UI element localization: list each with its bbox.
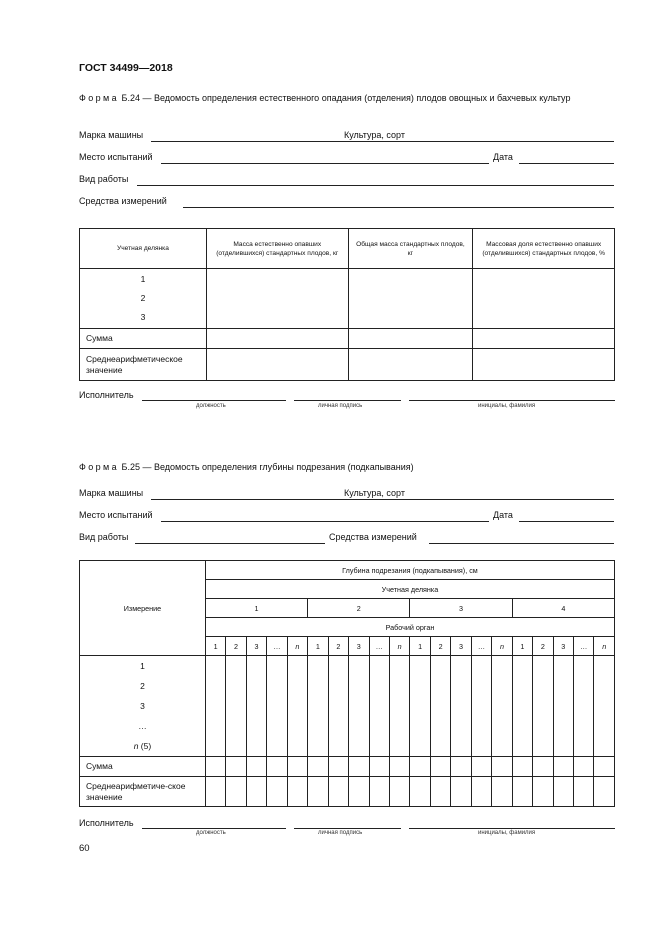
form25-initials-field[interactable]	[409, 828, 615, 829]
document-header: ГОСТ 34499—2018	[79, 62, 173, 74]
form24-plot-1: 1	[140, 274, 146, 284]
form25-organ-header: Рабочий орган	[205, 618, 614, 637]
form25-data-row	[80, 656, 615, 757]
form25-cell[interactable]	[410, 757, 430, 777]
form24-cell[interactable]	[348, 349, 473, 381]
form25-cell[interactable]	[512, 757, 532, 777]
form25-cell[interactable]	[492, 777, 512, 807]
form25-cell[interactable]	[410, 777, 430, 807]
form25-cell[interactable]	[287, 656, 307, 757]
form25-title-prefix: Форма	[79, 462, 120, 472]
form24-plot-3: 3	[140, 312, 146, 322]
form25-cell[interactable]	[349, 777, 369, 807]
form25-row-list	[80, 656, 206, 757]
form25-cell[interactable]	[533, 656, 553, 757]
form24-header-fraction: Массовая доля естественно опавших (отделившихся) стандартных плодов, %	[473, 229, 615, 269]
form24-title-text: Б.24 — Ведомость определения естественного опадания (отделения) плодов овощных и бахчевых культур	[119, 93, 571, 103]
form24-place-label: Место испытаний	[79, 152, 153, 162]
form25-organ-1: 1	[410, 637, 430, 656]
form24-machine-field[interactable]	[151, 141, 419, 142]
form25-depth-header: Глубина подрезания (подкапывания), см	[205, 561, 614, 580]
form25-cell[interactable]	[308, 656, 328, 757]
form25-initials-caption: инициалы, фамилия	[478, 830, 536, 836]
form24-tools-label: Средства измерений	[79, 196, 167, 206]
form25-cell[interactable]	[205, 656, 225, 757]
form25-organ-3: 3	[246, 637, 266, 656]
form25-row-2: 2	[140, 681, 145, 691]
form24-mean-label: Среднеарифметическое значение	[80, 349, 207, 381]
form25-machine-label: Марка машины	[79, 488, 144, 498]
form25-title-text: Б.25 — Ведомость определения глубины подрезания (подкапывания)	[119, 462, 414, 472]
form25-cell[interactable]	[410, 656, 430, 757]
form25-signature-field[interactable]	[294, 828, 401, 829]
form25-cell[interactable]	[512, 656, 532, 757]
form25-cell[interactable]	[430, 757, 450, 777]
form25-work-field[interactable]	[135, 543, 325, 544]
form24-sum-label: Сумма	[80, 329, 207, 349]
form24-table	[79, 228, 615, 381]
form24-plot-list	[80, 269, 207, 329]
form25-cell[interactable]	[205, 757, 225, 777]
form24-machine-label: Марка машины	[79, 130, 144, 140]
form25-cell[interactable]	[553, 777, 573, 807]
form25-date-field[interactable]	[519, 521, 614, 522]
form25-table	[79, 560, 615, 807]
form24-date-label: Дата	[493, 152, 513, 162]
form24-cell[interactable]	[348, 329, 473, 349]
form25-organ-4: …	[267, 637, 287, 656]
form25-cell[interactable]	[574, 777, 594, 807]
form25-cell[interactable]	[328, 777, 348, 807]
form25-organ-5: n	[492, 637, 512, 656]
form24-title	[79, 92, 616, 104]
form25-cell[interactable]	[328, 757, 348, 777]
form24-title-prefix: Форма	[79, 93, 120, 103]
form24-signature-caption: личная подпись	[318, 403, 363, 409]
form25-organ-4: …	[574, 637, 594, 656]
form25-cell[interactable]	[226, 777, 246, 807]
form25-cell[interactable]	[349, 757, 369, 777]
form24-executor-label: Исполнитель	[79, 390, 134, 400]
form25-cell[interactable]	[287, 777, 307, 807]
form25-organ-2: 2	[328, 637, 348, 656]
form25-row-ellipsis: …	[138, 721, 147, 731]
form24-header-fallen-mass: Масса естественно опавших (отделившихся) стандартных плодов, кг	[206, 229, 348, 269]
form25-place-label: Место испытаний	[79, 510, 153, 520]
form25-cell[interactable]	[308, 757, 328, 777]
form24-crop-label: Культура, сорт	[344, 130, 405, 140]
form25-cell[interactable]	[349, 656, 369, 757]
form25-sum-label: Сумма	[80, 757, 206, 777]
form25-organ-1: 1	[308, 637, 328, 656]
form25-measure-header: Измерение	[80, 561, 206, 656]
form24-cell[interactable]	[206, 349, 348, 381]
form25-organ-5: n	[389, 637, 409, 656]
form25-place-field[interactable]	[161, 521, 489, 522]
form25-tools-label: Средства измерений	[329, 532, 417, 542]
form25-plot-4: 4	[512, 599, 614, 618]
form24-tools-field[interactable]	[183, 207, 614, 208]
form25-cell[interactable]	[594, 757, 615, 777]
form25-sum-row	[80, 757, 615, 777]
form25-row-1: 1	[140, 661, 145, 671]
form24-header-total-mass: Общая масса стандартных плодов, кг	[348, 229, 473, 269]
form25-cell[interactable]	[533, 757, 553, 777]
form25-organ-3: 3	[349, 637, 369, 656]
form24-cell[interactable]	[348, 269, 473, 329]
form25-organ-3: 3	[553, 637, 573, 656]
form25-cell[interactable]	[471, 656, 491, 757]
form25-title	[79, 461, 616, 473]
form25-cell[interactable]	[369, 777, 389, 807]
form25-organ-2: 2	[226, 637, 246, 656]
form25-cell[interactable]	[512, 777, 532, 807]
form25-cell[interactable]	[308, 777, 328, 807]
form25-executor-label: Исполнитель	[79, 818, 134, 828]
form25-organ-1: 1	[512, 637, 532, 656]
form25-position-caption: должность	[196, 830, 226, 836]
form25-plot-header: Учетная делянка	[205, 580, 614, 599]
form25-cell[interactable]	[246, 656, 266, 757]
form24-plot-2: 2	[140, 293, 146, 303]
form25-cell[interactable]	[451, 656, 471, 757]
form24-initials-field[interactable]	[409, 400, 615, 401]
form25-cell[interactable]	[594, 777, 615, 807]
form24-place-field[interactable]	[161, 163, 489, 164]
form25-cell[interactable]	[430, 656, 450, 757]
form24-cell[interactable]	[473, 269, 615, 329]
page-number: 60	[79, 843, 90, 854]
form24-work-field[interactable]	[137, 185, 614, 186]
form24-cell[interactable]	[206, 329, 348, 349]
form25-machine-field[interactable]	[151, 499, 419, 500]
form25-cell[interactable]	[430, 777, 450, 807]
form25-cell[interactable]	[533, 777, 553, 807]
form25-plot-2: 2	[308, 599, 410, 618]
form25-cell[interactable]	[287, 757, 307, 777]
form25-position-field[interactable]	[142, 828, 286, 829]
form25-cell[interactable]	[246, 777, 266, 807]
form25-cell[interactable]	[267, 656, 287, 757]
form24-signature-field[interactable]	[294, 400, 401, 401]
form25-cell[interactable]	[205, 777, 225, 807]
form25-row-n: n (5)	[133, 741, 152, 751]
form25-cell[interactable]	[389, 757, 409, 777]
form25-organ-3: 3	[451, 637, 471, 656]
form24-header-plot: Учетная делянка	[80, 229, 207, 269]
form25-cell[interactable]	[574, 757, 594, 777]
form25-mean-row	[80, 777, 615, 807]
form25-cell[interactable]	[389, 777, 409, 807]
form25-cell[interactable]	[471, 777, 491, 807]
form24-date-field[interactable]	[519, 163, 614, 164]
form25-cell[interactable]	[574, 656, 594, 757]
form25-cell[interactable]	[451, 757, 471, 777]
form24-position-caption: должность	[196, 403, 226, 409]
form25-cell[interactable]	[492, 757, 512, 777]
form25-row-3: 3	[140, 701, 145, 711]
form25-cell[interactable]	[267, 757, 287, 777]
form25-cell[interactable]	[369, 656, 389, 757]
form24-cell[interactable]	[473, 329, 615, 349]
form25-signature-caption: личная подпись	[318, 830, 363, 836]
form25-cell[interactable]	[267, 777, 287, 807]
form25-work-label: Вид работы	[79, 532, 129, 542]
form25-cell[interactable]	[226, 757, 246, 777]
form25-cell[interactable]	[246, 757, 266, 777]
form25-cell[interactable]	[594, 656, 615, 757]
form25-organ-2: 2	[533, 637, 553, 656]
form24-position-field[interactable]	[142, 400, 286, 401]
form25-cell[interactable]	[553, 656, 573, 757]
form25-cell[interactable]	[226, 656, 246, 757]
form25-cell[interactable]	[492, 656, 512, 757]
form25-organ-4: …	[471, 637, 491, 656]
form25-mean-label: Среднеарифметиче-ское значение	[80, 777, 206, 807]
form24-cell[interactable]	[473, 349, 615, 381]
form25-cell[interactable]	[389, 656, 409, 757]
form24-work-label: Вид работы	[79, 174, 129, 184]
form25-crop-label: Культура, сорт	[344, 488, 405, 498]
form24-crop-field[interactable]	[414, 141, 614, 142]
form25-cell[interactable]	[369, 757, 389, 777]
form25-tools-field[interactable]	[429, 543, 614, 544]
form25-organ-5: n	[594, 637, 615, 656]
form25-organ-5: n	[287, 637, 307, 656]
form25-plot-1: 1	[205, 599, 307, 618]
form25-organ-2: 2	[430, 637, 450, 656]
form25-crop-field[interactable]	[414, 499, 614, 500]
form25-organ-1: 1	[205, 637, 225, 656]
form25-cell[interactable]	[553, 757, 573, 777]
form25-cell[interactable]	[328, 656, 348, 757]
form25-date-label: Дата	[493, 510, 513, 520]
form25-plot-3: 3	[410, 599, 512, 618]
form25-cell[interactable]	[471, 757, 491, 777]
form25-organ-4: …	[369, 637, 389, 656]
form25-cell[interactable]	[451, 777, 471, 807]
form24-cell[interactable]	[206, 269, 348, 329]
form24-initials-caption: инициалы, фамилия	[478, 403, 536, 409]
